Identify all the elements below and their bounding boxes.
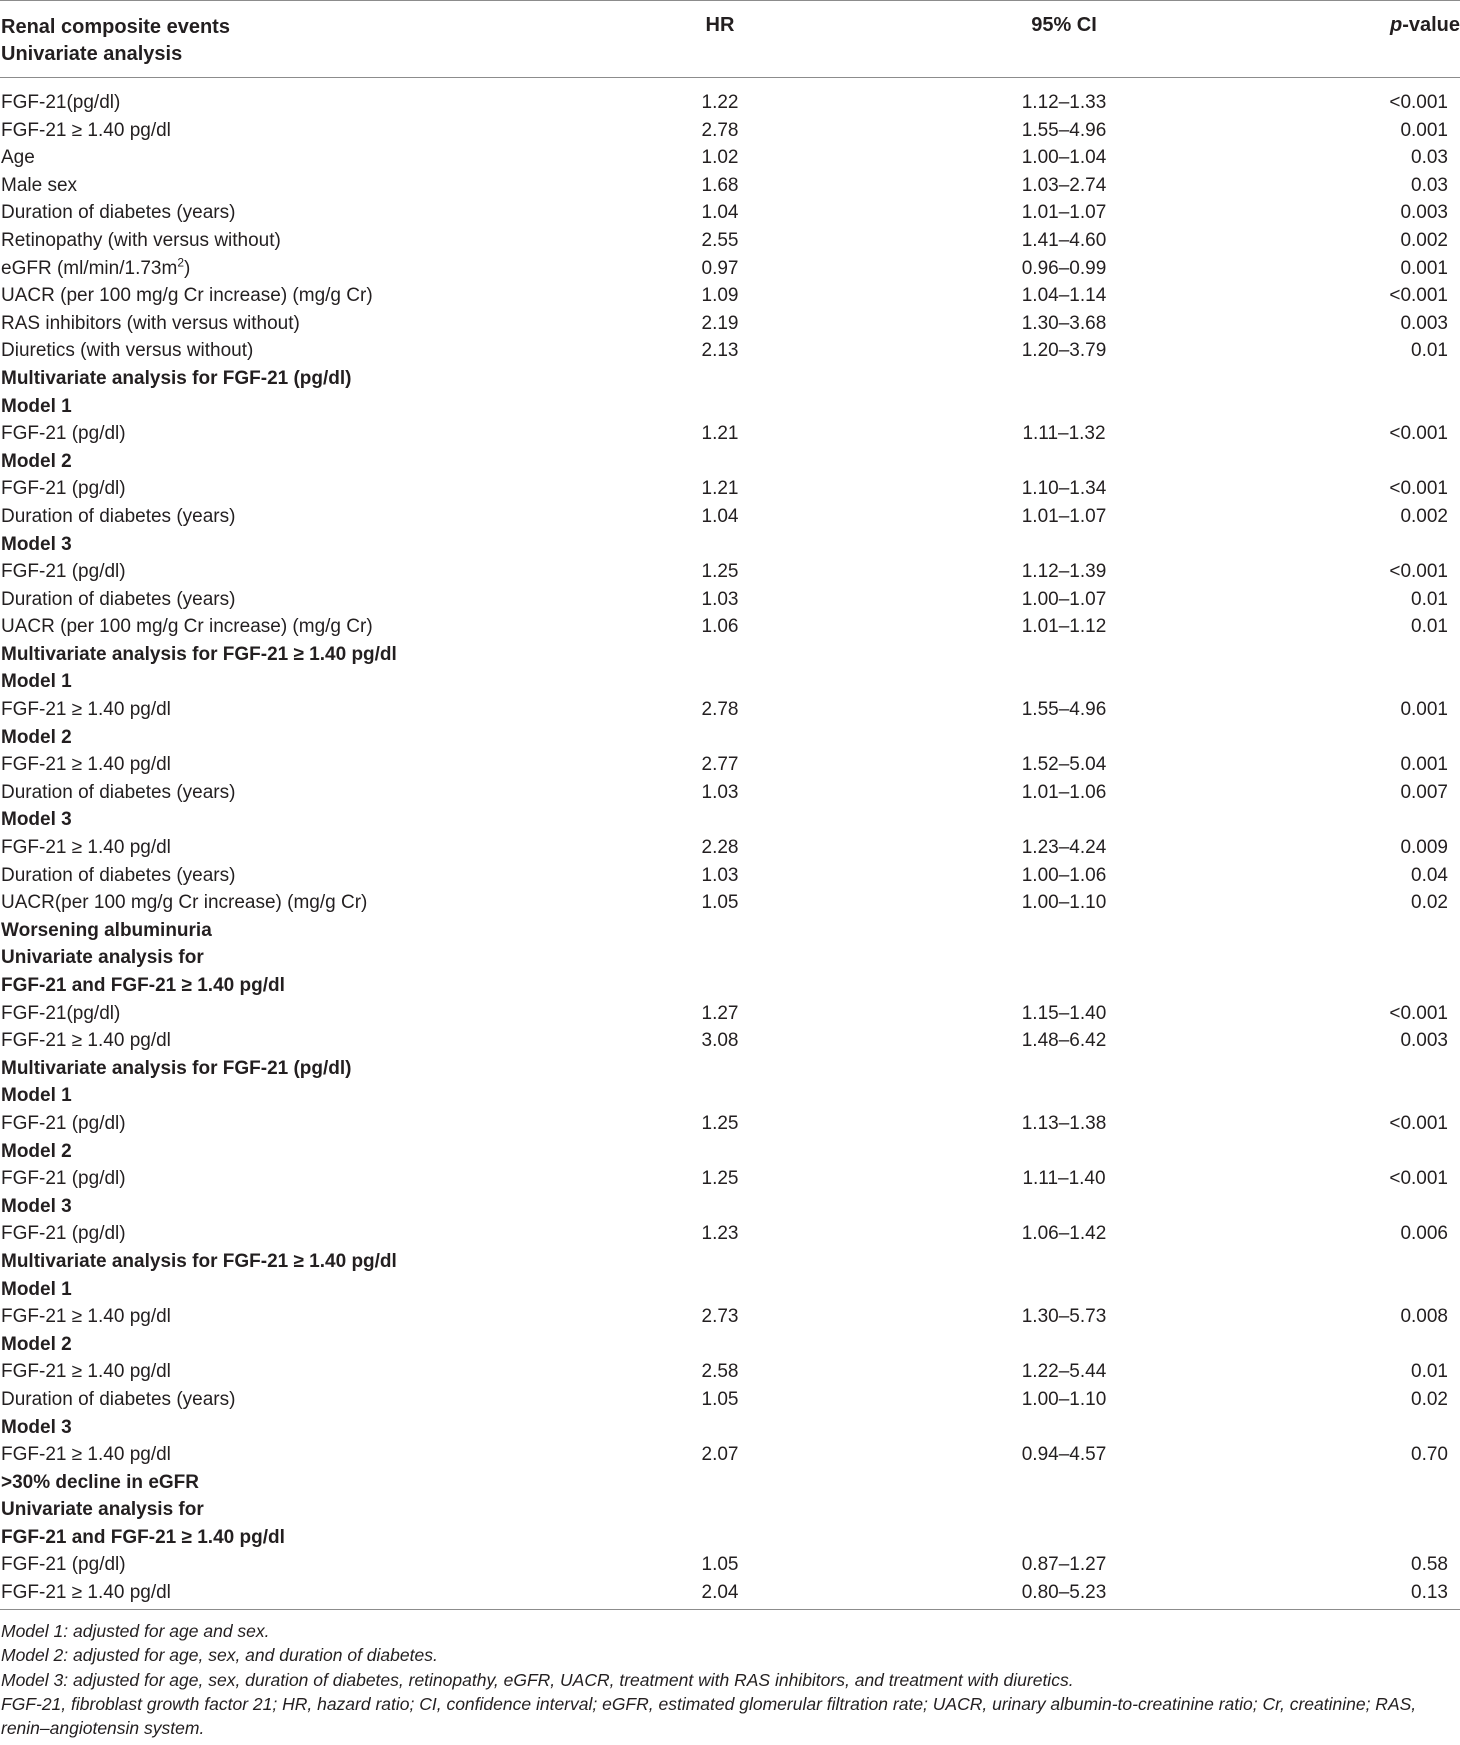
- ci-cell: 1.15–1.40: [1021, 1002, 1107, 1024]
- row-label: Retinopathy (with versus without): [1, 229, 281, 251]
- section-heading-row: [0, 1469, 1460, 1497]
- row-label: Univariate analysis for: [1, 947, 204, 969]
- row-label: >30% decline in eGFR: [1, 1471, 199, 1493]
- row-label: Age: [1, 147, 35, 169]
- p-value-cell: 0.009: [1400, 837, 1448, 859]
- hr-cell: 2.28: [701, 837, 739, 859]
- row-label: Duration of diabetes (years): [1, 505, 236, 527]
- section-heading-row: [0, 972, 1460, 1000]
- row-label: Worsening albuminuria: [1, 919, 212, 941]
- row-label-text: eGFR (ml/min/1.73m: [1, 257, 178, 279]
- row-label: FGF-21 ≥ 1.40 pg/dl: [1, 1361, 171, 1383]
- section-heading-row: [0, 1524, 1460, 1552]
- ci-cell: 1.01–1.12: [1021, 616, 1107, 638]
- row-label: FGF-21 (pg/dl): [1, 561, 126, 583]
- row-label: FGF-21 ≥ 1.40 pg/dl: [1, 1582, 171, 1604]
- hr-cell: 2.78: [701, 119, 739, 141]
- ci-cell: 1.23–4.24: [1021, 837, 1107, 859]
- row-label: Multivariate analysis for FGF-21 ≥ 1.40 pg/dl: [1, 643, 397, 665]
- header-p-value: [1390, 14, 1460, 37]
- ci-cell: 1.01–1.07: [1021, 202, 1107, 224]
- p-value-cell: 0.002: [1400, 229, 1448, 251]
- hr-cell: 1.27: [701, 1002, 739, 1024]
- ci-cell: 1.01–1.07: [1021, 505, 1107, 527]
- table-row: [0, 1386, 1460, 1414]
- hr-cell: 1.25: [701, 561, 739, 583]
- header-p-rest: -value: [1402, 14, 1460, 36]
- row-label: FGF-21(pg/dl): [1, 1002, 121, 1024]
- section-heading-row: [0, 724, 1460, 752]
- row-label: FGF-21 ≥ 1.40 pg/dl: [1, 119, 171, 141]
- section-heading-row: [0, 806, 1460, 834]
- row-label: Model 2: [1, 726, 72, 748]
- hr-cell: 1.03: [701, 864, 739, 886]
- ci-cell: 1.00–1.07: [1021, 588, 1107, 610]
- hr-cell: 1.25: [701, 1112, 739, 1134]
- table-row: [0, 779, 1460, 807]
- p-value-cell: <0.001: [1389, 478, 1448, 500]
- section-heading-row: [0, 668, 1460, 696]
- hr-cell: 1.04: [701, 505, 739, 527]
- p-value-cell: 0.03: [1411, 147, 1448, 169]
- p-value-cell: <0.001: [1389, 92, 1448, 113]
- hr-cell: 2.04: [701, 1582, 739, 1604]
- row-label: FGF-21 ≥ 1.40 pg/dl: [1, 1306, 171, 1328]
- ci-cell: 1.48–6.42: [1021, 1030, 1107, 1052]
- p-value-cell: 0.006: [1400, 1223, 1448, 1245]
- section-heading-row: [0, 448, 1460, 476]
- table-row: [0, 751, 1460, 779]
- p-value-cell: 0.001: [1400, 754, 1448, 776]
- ci-cell: 1.03–2.74: [1021, 174, 1107, 196]
- p-value-cell: 0.01: [1411, 340, 1448, 362]
- header-ci: 95% CI: [1031, 14, 1097, 36]
- table-row: [0, 503, 1460, 531]
- row-label: FGF-21 ≥ 1.40 pg/dl: [1, 1030, 171, 1052]
- row-label: FGF-21 ≥ 1.40 pg/dl: [1, 699, 171, 721]
- table-row: [0, 586, 1460, 614]
- hr-cell: 1.22: [701, 92, 739, 113]
- ci-cell: 1.22–5.44: [1021, 1361, 1107, 1383]
- hr-cell: 0.97: [701, 257, 739, 279]
- table-row: [0, 834, 1460, 862]
- table-bottom-rule: [0, 1609, 1460, 1610]
- row-label: Model 1: [1, 1278, 72, 1300]
- row-label: FGF-21 (pg/dl): [1, 1112, 126, 1134]
- ci-cell: 1.11–1.32: [1022, 423, 1106, 445]
- hr-cell: 1.04: [701, 202, 739, 224]
- table-row: [0, 613, 1460, 641]
- row-label: FGF-21 (pg/dl): [1, 478, 126, 500]
- table-row: [0, 420, 1460, 448]
- table-row: [0, 558, 1460, 586]
- hr-cell: 2.78: [701, 699, 739, 721]
- hr-cell: 3.08: [701, 1030, 739, 1052]
- hr-cell: 2.19: [701, 312, 739, 334]
- hr-cell: 2.07: [701, 1444, 739, 1466]
- p-value-cell: 0.007: [1400, 781, 1448, 803]
- hr-cell: 1.02: [701, 147, 739, 169]
- p-value-cell: 0.003: [1400, 312, 1448, 334]
- table-row: [0, 172, 1460, 200]
- hr-cell: 2.13: [701, 340, 739, 362]
- p-value-cell: 0.001: [1400, 119, 1448, 141]
- row-label: FGF-21 ≥ 1.40 pg/dl: [1, 1444, 171, 1466]
- header-title-line2: Univariate analysis: [1, 43, 183, 65]
- hr-cell: 1.23: [701, 1223, 739, 1245]
- header-rule: [0, 77, 1460, 78]
- p-value-cell: 0.001: [1400, 699, 1448, 721]
- table-row: [0, 255, 1460, 283]
- header-title-line1: Renal composite events: [1, 16, 230, 38]
- table-row: [0, 696, 1460, 724]
- p-value-cell: 0.02: [1411, 1388, 1448, 1410]
- row-label: Multivariate analysis for FGF-21 (pg/dl): [1, 367, 352, 389]
- row-label: Model 2: [1, 1333, 72, 1355]
- section-heading-row: [0, 1496, 1460, 1524]
- p-value-cell: <0.001: [1389, 1002, 1448, 1024]
- row-label: Model 1: [1, 1085, 72, 1107]
- section-heading-row: [0, 393, 1460, 421]
- p-value-cell: 0.003: [1400, 202, 1448, 224]
- row-label: Model 3: [1, 1195, 72, 1217]
- hr-cell: 1.21: [701, 423, 739, 445]
- ci-cell: 0.94–4.57: [1021, 1444, 1107, 1466]
- hr-cell: 1.03: [701, 588, 739, 610]
- ci-cell: 1.12–1.39: [1021, 561, 1107, 583]
- row-label: Model 3: [1, 533, 72, 555]
- p-value-cell: 0.13: [1411, 1582, 1448, 1604]
- p-value-cell: 0.04: [1411, 864, 1448, 886]
- row-label: Duration of diabetes (years): [1, 588, 236, 610]
- table-row: [0, 199, 1460, 227]
- row-label: Model 3: [1, 809, 72, 831]
- hr-cell: 1.25: [701, 1168, 739, 1190]
- row-label: RAS inhibitors (with versus without): [1, 312, 300, 334]
- ci-cell: 1.30–5.73: [1021, 1306, 1107, 1328]
- row-label: Duration of diabetes (years): [1, 1388, 236, 1410]
- table-row: [0, 310, 1460, 338]
- row-label: FGF-21 ≥ 1.40 pg/dl: [1, 837, 171, 859]
- header-hr: HR: [705, 14, 735, 36]
- p-value-cell: <0.001: [1389, 423, 1448, 445]
- section-heading-row: [0, 1276, 1460, 1304]
- ci-cell: 0.80–5.23: [1021, 1582, 1107, 1604]
- row-label: FGF-21 (pg/dl): [1, 1168, 126, 1190]
- row-label: Duration of diabetes (years): [1, 864, 236, 886]
- ci-cell: 1.00–1.10: [1021, 892, 1107, 914]
- table-row: [0, 89, 1460, 117]
- footnote: FGF-21, fibroblast growth factor 21; HR, hazard ratio; CI, confidence interval; eGFR, estimated glomerular filtration rate; UACR, urinary albumin-to-creatinine ratio; Cr, creatinine; RAS, renin–angiotensin system.: [1, 1693, 1417, 1739]
- section-heading-row: [0, 1331, 1460, 1359]
- section-heading-row: [0, 1193, 1460, 1221]
- section-heading-row: [0, 531, 1460, 559]
- hr-cell: 2.58: [701, 1361, 739, 1383]
- table-row: [0, 227, 1460, 255]
- row-label: FGF-21(pg/dl): [1, 92, 121, 113]
- ci-cell: 1.00–1.04: [1021, 147, 1107, 169]
- row-label: Multivariate analysis for FGF-21 (pg/dl): [1, 1057, 352, 1079]
- ci-cell: 1.04–1.14: [1021, 285, 1107, 307]
- ci-cell: 1.52–5.04: [1021, 754, 1107, 776]
- row-label: Model 2: [1, 450, 72, 472]
- row-label: UACR(per 100 mg/g Cr increase) (mg/g Cr): [1, 892, 368, 914]
- table-row: [0, 144, 1460, 172]
- section-heading-row: [0, 365, 1460, 393]
- hr-cell: 1.05: [701, 1388, 739, 1410]
- p-value-cell: 0.58: [1411, 1554, 1448, 1576]
- ci-cell: 0.87–1.27: [1021, 1554, 1107, 1576]
- row-label: Univariate analysis for: [1, 1499, 204, 1521]
- ci-cell: 1.13–1.38: [1021, 1112, 1107, 1134]
- hr-cell: 2.77: [701, 754, 739, 776]
- p-value-cell: <0.001: [1389, 285, 1448, 307]
- ci-cell: 1.55–4.96: [1021, 119, 1107, 141]
- p-value-cell: 0.70: [1411, 1444, 1448, 1466]
- row-label-superscript: 2: [177, 255, 184, 270]
- table-row: [0, 1358, 1460, 1386]
- ci-cell: 1.12–1.33: [1021, 92, 1107, 113]
- p-value-cell: 0.01: [1411, 616, 1448, 638]
- row-label: UACR (per 100 mg/g Cr increase) (mg/g Cr): [1, 616, 373, 638]
- table-row: [0, 337, 1460, 365]
- p-value-cell: 0.002: [1400, 505, 1448, 527]
- table-body: [0, 89, 1460, 1607]
- row-label: FGF-21 (pg/dl): [1, 1223, 126, 1245]
- hr-cell: 1.05: [701, 1554, 739, 1576]
- p-value-cell: 0.003: [1400, 1030, 1448, 1052]
- section-heading-row: [0, 641, 1460, 669]
- row-label: Male sex: [1, 174, 78, 196]
- hr-cell: 1.09: [701, 285, 739, 307]
- row-label: Model 1: [1, 395, 72, 417]
- hr-cell: 1.68: [701, 174, 739, 196]
- hr-cell: 1.05: [701, 892, 739, 914]
- section-heading-row: [0, 1138, 1460, 1166]
- ci-cell: 0.96–0.99: [1021, 257, 1107, 279]
- ci-cell: 1.20–3.79: [1021, 340, 1107, 362]
- hr-cell: 1.06: [701, 616, 739, 638]
- section-heading-row: [0, 1414, 1460, 1442]
- p-value-cell: 0.01: [1411, 588, 1448, 610]
- row-label: Model 2: [1, 1140, 72, 1162]
- table-row: [0, 1110, 1460, 1138]
- ci-cell: 1.00–1.06: [1021, 864, 1107, 886]
- table-top-rule: [0, 0, 1460, 1]
- p-value-cell: 0.03: [1411, 174, 1448, 196]
- table-row: [0, 282, 1460, 310]
- section-heading-row: [0, 1248, 1460, 1276]
- hr-cell: 2.73: [701, 1306, 739, 1328]
- section-heading-row: [0, 1082, 1460, 1110]
- row-label: [1, 255, 190, 283]
- row-label: UACR (per 100 mg/g Cr increase) (mg/g Cr): [1, 285, 373, 307]
- row-label: Model 3: [1, 1416, 72, 1438]
- table-row: [0, 1000, 1460, 1028]
- section-heading-row: [0, 1055, 1460, 1083]
- p-value-cell: 0.008: [1400, 1306, 1448, 1328]
- table-row: [0, 1579, 1460, 1607]
- p-value-cell: <0.001: [1389, 561, 1448, 583]
- row-label: FGF-21 ≥ 1.40 pg/dl: [1, 754, 171, 776]
- footnote: Model 2: adjusted for age, sex, and duration of diabetes.: [1, 1645, 438, 1666]
- ci-cell: 1.30–3.68: [1021, 312, 1107, 334]
- table-row: [0, 117, 1460, 145]
- row-label: Duration of diabetes (years): [1, 781, 236, 803]
- table-row: [0, 1303, 1460, 1331]
- p-value-cell: <0.001: [1389, 1168, 1448, 1190]
- ci-cell: 1.11–1.40: [1022, 1168, 1106, 1190]
- row-label: FGF-21 and FGF-21 ≥ 1.40 pg/dl: [1, 1526, 285, 1548]
- section-heading-row: [0, 944, 1460, 972]
- table-row: [0, 1165, 1460, 1193]
- ci-cell: 1.55–4.96: [1021, 699, 1107, 721]
- table-row: [0, 862, 1460, 890]
- row-label-suffix: ): [184, 257, 191, 279]
- p-value-cell: 0.02: [1411, 892, 1448, 914]
- hr-cell: 1.21: [701, 478, 739, 500]
- row-label: Multivariate analysis for FGF-21 ≥ 1.40 pg/dl: [1, 1250, 397, 1272]
- table-header-title: [1, 14, 230, 68]
- table-row: [0, 1441, 1460, 1469]
- row-label: FGF-21 (pg/dl): [1, 1554, 126, 1576]
- hr-cell: 2.55: [701, 229, 739, 251]
- p-value-cell: <0.001: [1389, 1112, 1448, 1134]
- table-footnotes: [1, 1619, 1451, 1740]
- ci-cell: 1.41–4.60: [1021, 229, 1107, 251]
- row-label: FGF-21 (pg/dl): [1, 423, 126, 445]
- p-value-cell: 0.001: [1400, 257, 1448, 279]
- row-label: Model 1: [1, 671, 72, 693]
- table-row: [0, 1220, 1460, 1248]
- ci-cell: 1.01–1.06: [1021, 781, 1107, 803]
- table-row: [0, 889, 1460, 917]
- table-row: [0, 1551, 1460, 1579]
- table-row: [0, 1027, 1460, 1055]
- footnote: Model 3: adjusted for age, sex, duration of diabetes, retinopathy, eGFR, UACR, treatment with RAS inhibitors, and treatment with diuretics.: [1, 1669, 1074, 1690]
- ci-cell: 1.10–1.34: [1021, 478, 1107, 500]
- row-label: Diuretics (with versus without): [1, 340, 254, 362]
- footnote: Model 1: adjusted for age and sex.: [1, 1621, 270, 1641]
- table-row: [0, 475, 1460, 503]
- header-p-italic: p: [1389, 14, 1403, 36]
- row-label: Duration of diabetes (years): [1, 202, 236, 224]
- hr-cell: 1.03: [701, 781, 739, 803]
- ci-cell: 1.06–1.42: [1021, 1223, 1107, 1245]
- p-value-cell: 0.01: [1411, 1361, 1448, 1383]
- row-label: FGF-21 and FGF-21 ≥ 1.40 pg/dl: [1, 975, 285, 996]
- ci-cell: 1.00–1.10: [1021, 1388, 1107, 1410]
- section-heading-row: [0, 917, 1460, 945]
